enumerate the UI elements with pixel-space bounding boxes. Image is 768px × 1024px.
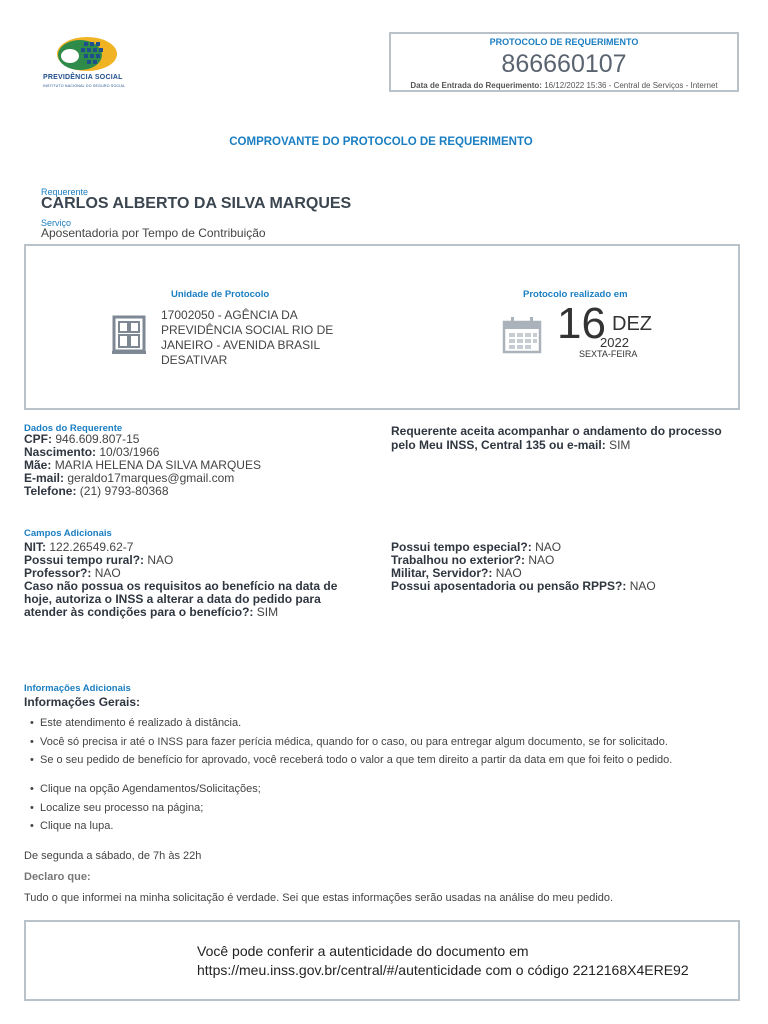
abroad-value: NAO: [528, 553, 555, 567]
birth-value: 10/03/1966: [99, 445, 160, 459]
authenticity-box: [24, 920, 740, 1001]
general-info-title: Informações Gerais:: [24, 695, 141, 709]
special-label: Possui tempo especial?:: [391, 540, 532, 554]
unit-label: Unidade de Protocolo: [171, 289, 270, 300]
document-title: COMPROVANTE DO PROTOCOLO DE REQUERIMENTO: [229, 136, 533, 148]
nit-value: 122.26549.62-7: [49, 540, 134, 554]
teacher-label: Professor?:: [24, 566, 92, 580]
declare-title: Declaro que:: [24, 871, 91, 883]
entry-label: Data de Entrada do Requerimento:: [410, 81, 542, 90]
requester-name: CARLOS ALBERTO DA SILVA MARQUES: [41, 195, 352, 212]
declare-text: Tudo o que informei na minha solicitação é verdade. Sei que estas informações serão usadas na análise do meu pedido.: [24, 892, 614, 904]
phone-value: (21) 9793-80368: [79, 484, 169, 498]
rural-value: NAO: [147, 553, 174, 567]
protocol-number: 866660107: [501, 50, 627, 78]
list-item: • Este atendimento é realizado à distância.: [26, 717, 672, 736]
requirements-value: SIM: [256, 605, 279, 619]
unit-box: [24, 244, 740, 410]
mother-value: MARIA HELENA DA SILVA MARQUES: [54, 458, 261, 472]
rpps-row: [391, 580, 741, 593]
phone-label: Telefone:: [24, 484, 77, 498]
follow-label: Requerente aceita acompanhar o andamento do processo pelo Meu INSS, Central 135 ou e-mail:: [391, 424, 722, 452]
info-list-general: [26, 717, 672, 773]
list-item: • Clique na lupa.: [26, 820, 261, 839]
service-hours: De segunda a sábado, de 7h às 22h: [24, 850, 202, 862]
authenticity-line-2: https://meu.inss.gov.br/central/#/autenticidade com o código 2212168X4ERE92: [197, 962, 689, 978]
list-item: • Localize seu processo na página;: [26, 802, 261, 821]
birth-label: Nascimento:: [24, 445, 97, 459]
nit-label: NIT:: [24, 540, 46, 554]
mother-label: Mãe:: [24, 458, 52, 472]
authenticity-text: [197, 942, 689, 980]
rpps-label: Possui aposentadoria ou pensão RPPS?:: [391, 579, 627, 593]
requester-label: Requerente: [41, 187, 89, 197]
logo-name: PREVIDÊNCIA SOCIAL: [43, 74, 123, 81]
protocol-title: PROTOCOLO DE REQUERIMENTO: [489, 37, 639, 47]
teacher-value: NAO: [94, 566, 121, 580]
cpf-value: 946.609.807-15: [55, 432, 140, 446]
requester-data-block: [24, 433, 364, 498]
follow-consent: [391, 424, 741, 452]
email-label: E-mail:: [24, 471, 65, 485]
additional-fields-right: [391, 541, 741, 593]
entry-value: 16/12/2022 15:36 - Central de Serviços - Internet: [544, 81, 718, 90]
additional-fields-label: Campos Adicionais: [24, 528, 112, 539]
logo-subtitle: INSTITUTO NACIONAL DO SEGURO SOCIAL: [43, 84, 126, 88]
phone-row: [24, 485, 364, 498]
list-item: • Clique na opção Agendamentos/Solicitações;: [26, 783, 261, 802]
protocol-date-label: Protocolo realizado em: [523, 289, 628, 300]
list-item: • Você só precisa ir até o INSS para fazer perícia médica, quando for o caso, ou para entregar algum documento, se for solicitado.: [26, 736, 672, 755]
military-value: NAO: [495, 566, 522, 580]
requirements-row: [24, 580, 354, 619]
requirements-label: Caso não possua os requisitos ao benefício na data de hoje, autoriza o INSS a alterar a data do pedido para atender às condições para o benefício?:: [24, 579, 338, 619]
cpf-label: CPF:: [24, 432, 52, 446]
info-list-steps: [26, 783, 261, 839]
service-label: Serviço: [41, 218, 72, 228]
protocol-box: [389, 32, 739, 92]
additional-info-label: Informações Adicionais: [24, 683, 131, 694]
list-item: • Se o seu pedido de benefício for aprovado, você receberá todo o valor a que tem direito a partir da data em que foi feito o pedido.: [26, 754, 672, 773]
protocol-year: 2022: [600, 335, 629, 350]
protocol-entry: [391, 81, 737, 90]
rpps-value: NAO: [629, 579, 656, 593]
email-value: geraldo17marques@gmail.com: [67, 471, 235, 485]
protocol-day: 16: [557, 299, 606, 348]
authenticity-line-1: Você pode conferir a autenticidade do documento em: [197, 943, 529, 959]
calendar-icon: [502, 316, 542, 354]
unit-text: 17002050 - AGÊNCIA DA PREVIDÊNCIA SOCIAL RIO DE JANEIRO - AVENIDA BRASIL DESATIVAR: [161, 308, 334, 367]
service-value: Aposentadoria por Tempo de Contribuição: [41, 226, 266, 240]
rural-label: Possui tempo rural?:: [24, 553, 145, 567]
protocol-weekday: SEXTA-FEIRA: [579, 349, 638, 359]
protocol-month: DEZ: [612, 313, 652, 335]
military-label: Militar, Servidor?:: [391, 566, 493, 580]
special-value: NAO: [535, 540, 562, 554]
additional-fields-left: [24, 541, 354, 619]
building-door-icon: [112, 315, 146, 355]
requester-data-label: Dados do Requerente: [24, 423, 123, 434]
abroad-label: Trabalhou no exterior?:: [391, 553, 526, 567]
follow-value: SIM: [609, 438, 631, 452]
